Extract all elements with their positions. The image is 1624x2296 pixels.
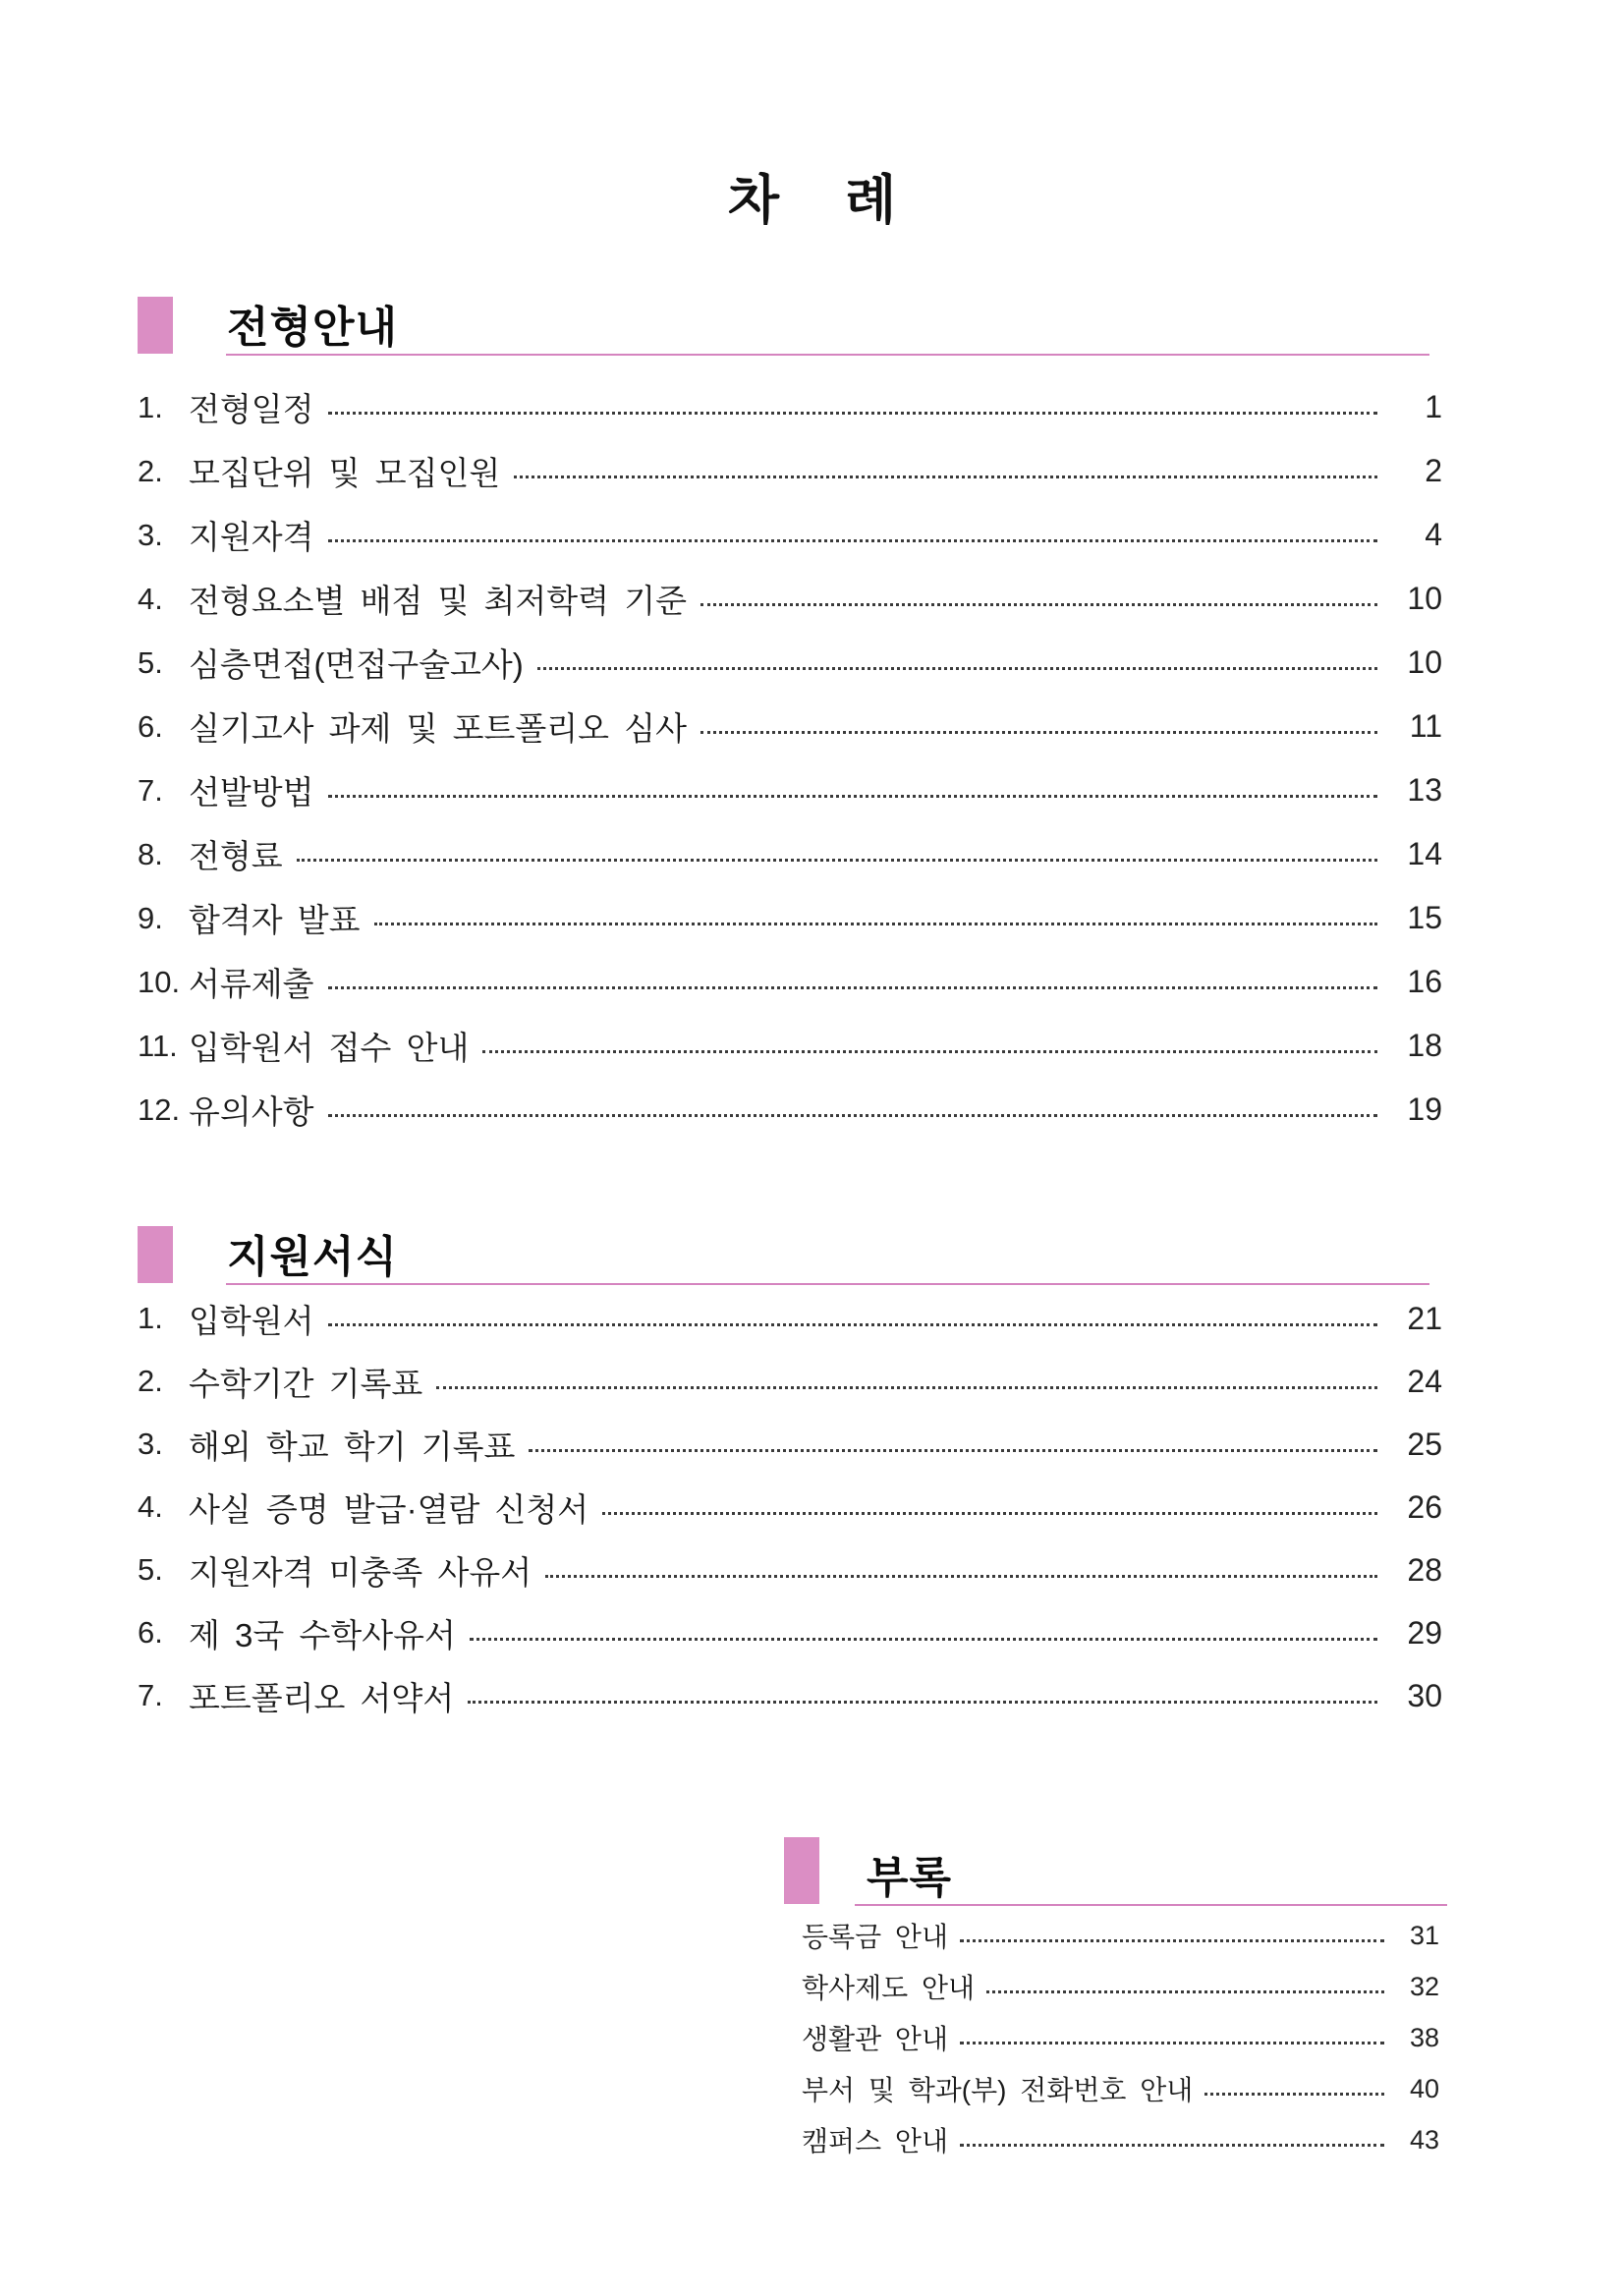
toc-page-number: 28 xyxy=(1407,1551,1442,1588)
section-bullet-block xyxy=(138,1226,173,1283)
toc-page-number: 15 xyxy=(1407,900,1442,935)
toc-row xyxy=(138,503,1442,567)
toc-item-number: 5. xyxy=(138,1552,163,1587)
section-underline xyxy=(226,354,1429,356)
toc-item-label: 모집단위 및 모집인원 xyxy=(189,455,501,491)
toc-row xyxy=(138,567,1442,631)
toc-row xyxy=(138,1287,1442,1350)
dotted-leader xyxy=(960,2144,1384,2147)
dotted-leader xyxy=(328,539,1377,542)
dotted-leader xyxy=(960,2042,1384,2044)
toc-row xyxy=(802,2012,1439,2063)
toc-item-number: 3. xyxy=(138,517,163,552)
toc-page-number: 11 xyxy=(1409,708,1442,744)
toc-page-number: 18 xyxy=(1407,1028,1442,1063)
toc-row xyxy=(138,886,1442,950)
toc-item-number: 6. xyxy=(138,1615,163,1650)
toc-item-label: 캠퍼스 안내 xyxy=(802,2126,949,2156)
toc-item-number: 7. xyxy=(138,1678,163,1712)
toc-item-label: 합격자 발표 xyxy=(189,902,361,938)
toc-row xyxy=(802,1961,1439,2012)
section-title: 부록 xyxy=(867,1854,953,1902)
toc-row xyxy=(138,822,1442,886)
toc-list xyxy=(138,1287,1442,1727)
dotted-leader xyxy=(328,412,1377,415)
toc-item-number: 1. xyxy=(138,389,163,424)
dotted-leader xyxy=(529,1449,1377,1452)
toc-row xyxy=(802,1910,1439,1961)
section-appendix xyxy=(784,1837,1447,2165)
toc-item-number: 2. xyxy=(138,1364,163,1398)
dotted-leader xyxy=(328,986,1377,989)
section-underline xyxy=(855,1904,1447,1906)
toc-page-number: 24 xyxy=(1407,1363,1442,1399)
toc-item-label: 전형요소별 배점 및 최저학력 기준 xyxy=(189,583,687,619)
toc-row xyxy=(138,1350,1442,1413)
dotted-leader xyxy=(468,1701,1377,1704)
toc-item-number: 2. xyxy=(138,453,163,488)
toc-page-number: 40 xyxy=(1409,2073,1439,2103)
toc-item-label: 입학원서 접수 안내 xyxy=(189,1030,470,1066)
dotted-leader xyxy=(537,667,1377,670)
toc-page-number: 30 xyxy=(1407,1677,1442,1713)
toc-list xyxy=(138,375,1442,1142)
toc-item-number: 4. xyxy=(138,1489,163,1524)
toc-page-number: 10 xyxy=(1407,581,1442,616)
toc-item-number: 1. xyxy=(138,1301,163,1335)
toc-row xyxy=(138,1413,1442,1476)
toc-page-number: 4 xyxy=(1425,517,1442,552)
dotted-leader xyxy=(986,1990,1384,1993)
toc-page-number: 19 xyxy=(1407,1092,1442,1127)
toc-row xyxy=(138,1014,1442,1078)
toc-page-number: 10 xyxy=(1407,644,1442,680)
toc-item-number: 9. xyxy=(138,900,163,935)
toc-item-label: 선발방법 xyxy=(189,774,314,811)
toc-item-label: 사실 증명 발급·열람 신청서 xyxy=(189,1490,589,1528)
toc-item-label: 부서 및 학과(부) 전화번호 안내 xyxy=(802,2075,1194,2105)
toc-row xyxy=(138,1601,1442,1664)
dotted-leader xyxy=(514,476,1377,478)
toc-row xyxy=(138,631,1442,695)
section-title: 전형안내 xyxy=(227,304,399,352)
section-bullet-block xyxy=(138,297,173,354)
toc-page-number: 43 xyxy=(1409,2124,1439,2155)
toc-row xyxy=(138,695,1442,758)
toc-row xyxy=(138,1664,1442,1727)
dotted-leader xyxy=(960,1939,1384,1942)
toc-item-label: 심층면접(면접구술고사) xyxy=(189,646,524,683)
section-header xyxy=(784,1837,1447,1904)
section-bullet-block xyxy=(784,1837,819,1904)
dotted-leader xyxy=(436,1386,1377,1389)
toc-page-number: 29 xyxy=(1407,1614,1442,1651)
dotted-leader xyxy=(470,1638,1377,1641)
toc-item-number: 11. xyxy=(138,1028,178,1063)
dotted-leader xyxy=(328,1323,1377,1326)
toc-item-number: 6. xyxy=(138,708,163,744)
toc-row xyxy=(138,439,1442,503)
toc-page-number: 26 xyxy=(1407,1488,1442,1525)
section-underline xyxy=(226,1283,1429,1285)
section-application-forms xyxy=(138,1226,1442,1727)
dotted-leader xyxy=(297,859,1377,862)
toc-item-number: 12. xyxy=(138,1092,181,1127)
dotted-leader xyxy=(700,603,1377,606)
toc-row xyxy=(138,758,1442,822)
page-title: 차 례 xyxy=(727,171,897,230)
dotted-leader xyxy=(700,731,1377,734)
toc-item-label: 학사제도 안내 xyxy=(802,1973,976,2003)
toc-item-label: 입학원서 xyxy=(189,1302,314,1339)
section-admission-guide xyxy=(138,297,1442,1142)
toc-item-label: 전형일정 xyxy=(189,391,314,427)
dotted-leader xyxy=(328,795,1377,798)
toc-item-number: 10. xyxy=(138,964,181,999)
toc-item-number: 3. xyxy=(138,1427,163,1461)
dotted-leader xyxy=(545,1575,1377,1578)
toc-item-label: 제 3국 수학사유서 xyxy=(189,1616,456,1653)
toc-page-number: 32 xyxy=(1409,1971,1439,2001)
toc-page-number: 14 xyxy=(1407,836,1442,871)
toc-page-number: 16 xyxy=(1407,964,1442,999)
section-header xyxy=(138,1226,1442,1283)
toc-page-number: 31 xyxy=(1409,1920,1439,1950)
toc-item-label: 전형료 xyxy=(189,838,283,874)
toc-item-label: 서류제출 xyxy=(189,966,314,1002)
toc-item-number: 8. xyxy=(138,836,163,871)
toc-item-label: 등록금 안내 xyxy=(802,1922,949,1952)
toc-row xyxy=(138,375,1442,439)
toc-item-label: 지원자격 미충족 사유서 xyxy=(189,1553,532,1591)
dotted-leader xyxy=(482,1050,1377,1053)
toc-page-number: 2 xyxy=(1425,453,1442,488)
toc-row xyxy=(138,1078,1442,1142)
toc-row xyxy=(138,1476,1442,1539)
toc-item-label: 실기고사 과제 및 포트폴리오 심사 xyxy=(189,710,687,747)
toc-row xyxy=(138,1539,1442,1601)
dotted-leader xyxy=(374,923,1377,925)
toc-item-label: 포트폴리오 서약서 xyxy=(189,1679,455,1716)
toc-page-number: 13 xyxy=(1407,772,1442,808)
toc-page-number: 21 xyxy=(1407,1300,1442,1336)
toc-page-number: 25 xyxy=(1407,1426,1442,1462)
toc-item-number: 4. xyxy=(138,581,163,616)
toc-item-label: 해외 학교 학기 기록표 xyxy=(189,1428,516,1465)
toc-item-number: 5. xyxy=(138,644,163,680)
dotted-leader xyxy=(1204,2093,1384,2096)
toc-item-label: 생활관 안내 xyxy=(802,2024,949,2054)
toc-row xyxy=(802,2114,1439,2165)
dotted-leader xyxy=(602,1512,1377,1515)
toc-item-label: 유의사항 xyxy=(189,1093,314,1130)
toc-row xyxy=(802,2063,1439,2114)
toc-item-label: 수학기간 기록표 xyxy=(189,1365,423,1402)
dotted-leader xyxy=(328,1114,1377,1117)
toc-page-number: 1 xyxy=(1425,389,1442,424)
toc-item-label: 지원자격 xyxy=(189,519,314,555)
toc-item-number: 7. xyxy=(138,772,163,808)
toc-row xyxy=(138,950,1442,1014)
toc-page-number: 38 xyxy=(1409,2022,1439,2052)
section-header xyxy=(138,297,1442,354)
toc-list xyxy=(784,1910,1447,2165)
section-title: 지원서식 xyxy=(227,1233,399,1281)
